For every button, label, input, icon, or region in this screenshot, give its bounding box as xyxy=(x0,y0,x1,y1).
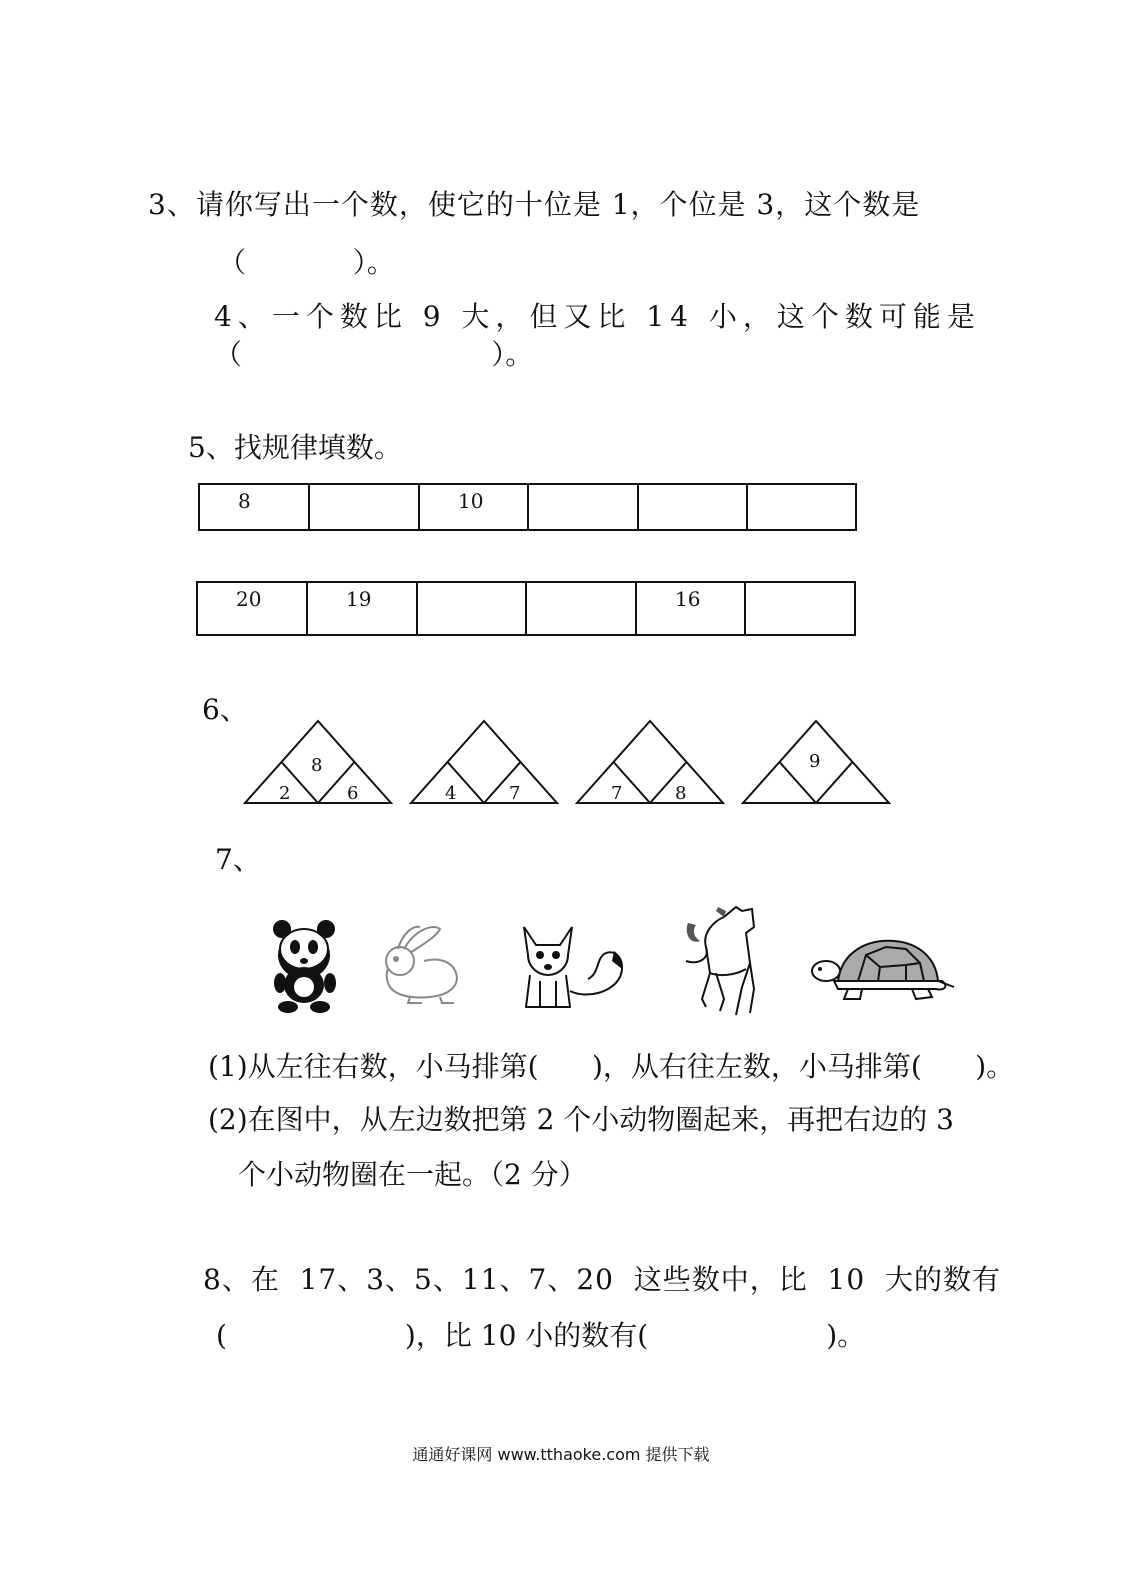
question-3-blank: （ ）。 xyxy=(218,246,395,279)
horse-icon xyxy=(686,907,754,1015)
question-4-blank: （ ）。 xyxy=(214,338,534,371)
question-4: 4、一个数比 9 大，但又比 14 小，这个数可能是 xyxy=(214,300,981,333)
fox-icon xyxy=(524,927,623,1007)
sequence-row-2 xyxy=(196,581,856,636)
seq-cell: 8 xyxy=(199,484,309,530)
triangle-2 xyxy=(411,721,557,804)
question-7-label: 7、 xyxy=(215,843,261,876)
rabbit-icon xyxy=(386,927,457,1003)
seq-cell xyxy=(309,484,419,530)
triangle-1-top: 8 xyxy=(311,755,323,776)
seq-cell: 16 xyxy=(636,582,745,635)
triangle-1-right: 6 xyxy=(347,783,359,804)
footer-credit: 通通好课网 www.tthaoke.com 提供下载 xyxy=(412,1445,710,1464)
seq-cell xyxy=(638,484,747,530)
seq-cell xyxy=(526,582,636,635)
question-5-title: 5、找规律填数。 xyxy=(188,431,402,464)
seq-cell xyxy=(528,484,638,530)
triangle-4-top: 9 xyxy=(809,751,821,772)
number-triangles xyxy=(240,718,940,818)
triangle-1-left: 2 xyxy=(279,783,291,804)
triangle-1 xyxy=(245,721,391,804)
animals-row xyxy=(268,903,948,1023)
triangle-3-right: 8 xyxy=(675,783,687,804)
seq-cell xyxy=(747,484,856,530)
question-7-part-2: (2)在图中，从左边数把第 2 个小动物圈起来，再把右边的 3 xyxy=(208,1103,954,1136)
seq-cell xyxy=(745,582,855,635)
triangle-2-left: 4 xyxy=(445,783,457,804)
triangle-2-right: 7 xyxy=(509,783,521,804)
question-8-blank: ( )，比 10 小的数有( )。 xyxy=(216,1319,866,1352)
triangle-3-left: 7 xyxy=(611,783,623,804)
seq-cell: 19 xyxy=(307,582,417,635)
seq-cell: 20 xyxy=(197,582,307,635)
question-7-part-2-cont: 个小动物圈在一起。（2 分） xyxy=(238,1158,587,1191)
turtle-icon xyxy=(812,941,954,999)
seq-cell: 10 xyxy=(419,484,528,530)
question-8: 8、在 17、3、5、11、7、20 这些数中，比 10 大的数有 xyxy=(203,1263,1001,1296)
question-7-part-1: (1)从左往右数，小马排第( )，从右往左数，小马排第( )。 xyxy=(208,1050,1015,1083)
seq-cell xyxy=(417,582,526,635)
panda-icon xyxy=(273,920,336,1013)
question-6-label: 6、 xyxy=(202,693,248,726)
triangle-3 xyxy=(577,721,723,804)
triangle-4 xyxy=(743,721,889,803)
sequence-row-1 xyxy=(198,483,857,531)
question-3: 3、请你写出一个数，使它的十位是 1，个位是 3，这个数是 xyxy=(148,188,921,221)
